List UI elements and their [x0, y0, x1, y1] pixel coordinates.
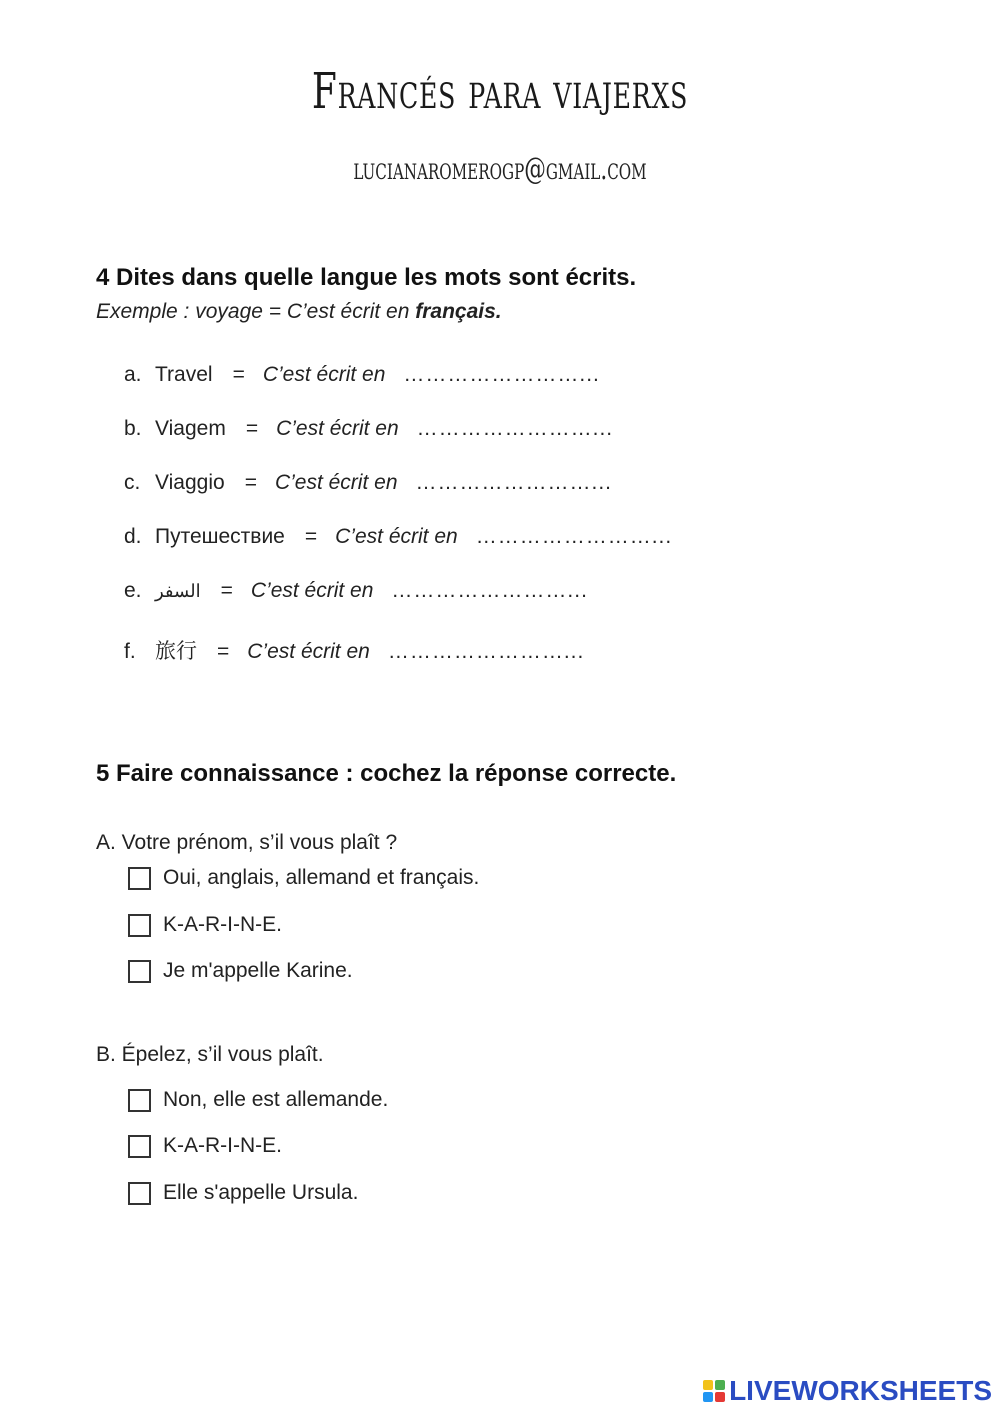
answer-blank[interactable]: ……………………... [403, 363, 600, 386]
logo-square [703, 1392, 713, 1402]
equals-sign: = [245, 417, 259, 440]
option-label: Elle s'appelle Ursula. [163, 1181, 359, 1204]
liveworksheets-logo-icon [703, 1380, 725, 1402]
answer-blank[interactable]: ……………………... [387, 640, 585, 663]
author-email: lucianaromerogp@gmail.com [353, 152, 647, 187]
exercise-4-heading: 4 Dites dans quelle langue les mots sont écrits. [96, 264, 637, 291]
item-phrase: C’est écrit en [276, 417, 399, 440]
logo-square [715, 1392, 725, 1402]
item-phrase: C’est écrit en [247, 640, 370, 663]
logo-square [715, 1380, 725, 1390]
checkbox-icon[interactable] [128, 1182, 151, 1205]
answer-blank[interactable]: ……………………... [391, 579, 588, 602]
option-checkbox[interactable] [128, 866, 479, 890]
item-word: Travel [155, 363, 213, 386]
item-letter: a. [124, 363, 142, 386]
checkbox-icon[interactable] [128, 914, 151, 937]
option-label: Je m'appelle Karine. [163, 959, 353, 982]
language-item [124, 635, 584, 665]
equals-sign: = [217, 640, 230, 663]
option-checkbox[interactable] [128, 1088, 388, 1112]
item-letter: c. [124, 471, 141, 494]
equals-sign: = [232, 363, 245, 386]
question-a: A. Votre prénom, s’il vous plaît ? [96, 831, 398, 854]
equals-sign: = [304, 525, 318, 548]
answer-blank[interactable]: ……………………... [475, 525, 673, 548]
checkbox-icon[interactable] [128, 1089, 151, 1112]
option-checkbox[interactable] [128, 913, 282, 937]
liveworksheets-logo [703, 1375, 992, 1407]
liveworksheets-brand: LIVEWORKSHEETS [729, 1375, 992, 1406]
item-letter: d. [124, 525, 142, 548]
item-word: Viaggio [155, 471, 225, 494]
example-answer: français. [415, 300, 502, 323]
option-label: Non, elle est allemande. [163, 1088, 389, 1111]
item-phrase: C’est écrit en [335, 525, 458, 548]
language-item [124, 417, 613, 441]
checkbox-icon[interactable] [128, 960, 151, 983]
answer-blank[interactable]: ……………………... [416, 417, 614, 440]
item-letter: e. [124, 579, 142, 602]
logo-square [703, 1380, 713, 1390]
equals-sign: = [220, 579, 233, 602]
item-word: السفر [155, 581, 201, 601]
language-item [124, 363, 600, 387]
equals-sign: = [244, 471, 257, 494]
item-word: 旅行 [155, 640, 197, 663]
item-word: Путешествие [155, 525, 285, 548]
question-b: B. Épelez, s’il vous plaît. [96, 1043, 324, 1066]
example-prefix: Exemple : voyage = C’est écrit en [96, 300, 416, 323]
option-checkbox[interactable] [128, 1181, 358, 1205]
answer-blank[interactable]: ……………………... [415, 471, 613, 494]
option-label: K-A-R-I-N-E. [163, 1134, 282, 1157]
item-letter: f. [124, 640, 136, 663]
option-checkbox[interactable] [128, 959, 353, 983]
checkbox-icon[interactable] [128, 1135, 151, 1158]
item-phrase: C’est écrit en [262, 363, 386, 386]
option-label: Oui, anglais, allemand et français. [163, 866, 480, 889]
language-item [124, 525, 672, 549]
language-item [124, 471, 612, 495]
item-letter: b. [124, 417, 142, 440]
option-checkbox[interactable] [128, 1134, 282, 1158]
checkbox-icon[interactable] [128, 867, 151, 890]
item-phrase: C’est écrit en [274, 471, 398, 494]
item-phrase: C’est écrit en [250, 579, 374, 602]
document-title: Francés para viajerxs [311, 62, 689, 120]
option-label: K-A-R-I-N-E. [163, 913, 282, 936]
exercise-5-heading: 5 Faire connaissance : cochez la réponse correcte. [96, 760, 677, 787]
exercise-4-example [96, 300, 502, 324]
item-word: Viagem [155, 417, 226, 440]
language-item [124, 579, 588, 603]
